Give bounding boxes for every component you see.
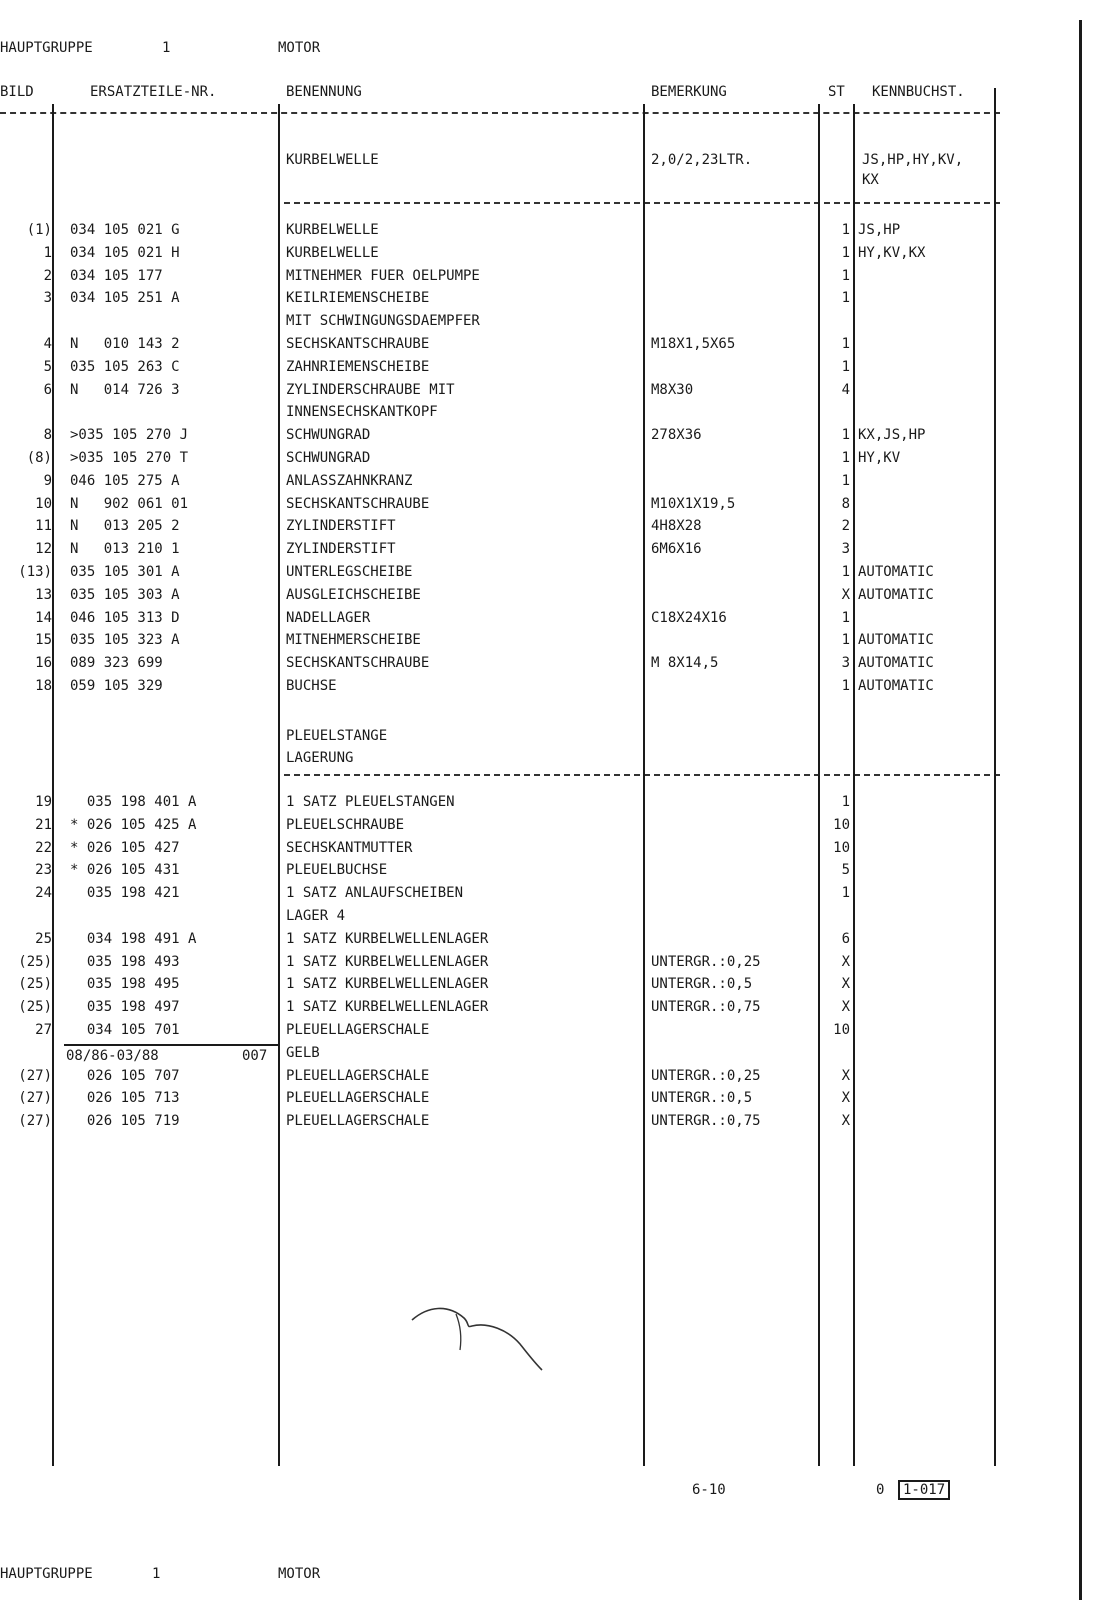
table-row xyxy=(0,427,1020,447)
row-remark: UNTERGR.:0,5 xyxy=(651,1090,753,1107)
row-part-number: 059 105 329 xyxy=(70,678,163,694)
row-remark: M 8X14,5 xyxy=(651,655,719,672)
row-bild: (27) xyxy=(18,1113,52,1130)
row-code: AUTOMATIC xyxy=(858,655,934,672)
row-bild: 21 xyxy=(35,816,52,833)
row-part-number: 035 105 263 C xyxy=(70,358,180,375)
table-row xyxy=(0,587,1020,607)
row-quantity: 1 xyxy=(841,885,850,902)
row-name: SCHWUNGRAD xyxy=(286,427,371,444)
row-bild: (25) xyxy=(18,999,52,1016)
row-bild: 19 xyxy=(35,794,52,810)
row-bild: 2 xyxy=(43,267,52,284)
handwritten-scribble xyxy=(408,1300,548,1380)
section-kb-line1: JS,HP,HY,KV, xyxy=(862,152,964,168)
row-bild: 10 xyxy=(35,495,52,512)
row-bild: 12 xyxy=(35,541,52,558)
row-quantity: 2 xyxy=(841,518,850,535)
row-quantity: X xyxy=(841,1113,850,1130)
row-bild: (13) xyxy=(18,564,52,580)
row-bild: 22 xyxy=(35,839,52,856)
row-name: LAGER 4 xyxy=(286,908,346,924)
row-code: AUTOMATIC xyxy=(858,564,934,580)
row-bild: 16 xyxy=(35,655,52,672)
row-name: SECHSKANTSCHRAUBE xyxy=(286,336,430,352)
row-bild: 8 xyxy=(43,427,52,444)
row-quantity: X xyxy=(841,976,850,993)
row-part-number: 034 105 021 H xyxy=(70,244,180,261)
row-quantity: 6 xyxy=(841,930,850,947)
footer-group-label: HAUPTGRUPPE xyxy=(0,1566,93,1582)
row-part-number: 034 105 251 A xyxy=(70,290,180,307)
row-part-number: 034 198 491 A xyxy=(70,930,197,947)
row-name: GELB xyxy=(286,1044,320,1061)
row-part-number: N 014 726 3 xyxy=(70,381,180,398)
col-header-st: ST xyxy=(828,84,845,100)
row-name: AUSGLEICHSCHEIBE xyxy=(286,586,421,603)
section-remark: 2,0/2,23LTR. xyxy=(651,152,753,168)
row-bild: 11 xyxy=(35,518,52,535)
row-quantity: 1 xyxy=(841,222,850,238)
row-name: PLEUELBUCHSE xyxy=(286,862,388,879)
header-group-label: HAUPTGRUPPE xyxy=(0,40,93,56)
row-part-number: 046 105 313 D xyxy=(70,609,180,626)
row-part-number: 035 105 303 A xyxy=(70,586,180,603)
gelb-code: 007 xyxy=(242,1048,268,1064)
row-remark: 4H8X28 xyxy=(651,518,702,535)
row-remark: UNTERGR.:0,5 xyxy=(651,976,753,993)
row-bild: 1 xyxy=(43,244,52,261)
row-bild: (27) xyxy=(18,1090,52,1107)
row-code: AUTOMATIC xyxy=(858,586,934,603)
row-quantity: 1 xyxy=(841,267,850,284)
row-name: SECHSKANTSCHRAUBE xyxy=(286,495,430,512)
table-row xyxy=(0,931,1020,951)
row-quantity: 1 xyxy=(841,472,850,489)
section-title-pleuelstange: PLEUELSTANGE xyxy=(286,728,388,744)
row-quantity: 1 xyxy=(841,609,850,626)
row-name: PLEUELLAGERSCHALE xyxy=(286,1113,430,1130)
row-name: MITNEHMERSCHEIBE xyxy=(286,632,421,649)
table-row xyxy=(0,1068,1020,1088)
header-group-number: 1 xyxy=(162,40,171,56)
row-bild: 25 xyxy=(35,930,52,947)
row-name: SECHSKANTMUTTER xyxy=(286,839,413,856)
table-row xyxy=(0,290,1020,310)
table-row xyxy=(0,541,1020,561)
row-remark: UNTERGR.:0,25 xyxy=(651,1067,761,1084)
row-bild: 23 xyxy=(35,862,52,879)
row-bild: 18 xyxy=(35,678,52,694)
table-row xyxy=(0,885,1020,905)
row-code: AUTOMATIC xyxy=(858,632,934,649)
table-row xyxy=(0,313,1020,333)
table-row xyxy=(0,1090,1020,1110)
row-part-number: * 026 105 431 xyxy=(70,862,180,879)
row-quantity: 10 xyxy=(833,1022,850,1038)
row-part-number: 026 105 719 xyxy=(70,1113,180,1130)
row-remark: 6M6X16 xyxy=(651,541,702,558)
table-row xyxy=(0,908,1020,928)
row-bild: 24 xyxy=(35,885,52,902)
row-bild: (8) xyxy=(26,450,52,466)
row-name: KEILRIEMENSCHEIBE xyxy=(286,290,430,307)
row-name: 1 SATZ KURBELWELLENLAGER xyxy=(286,976,489,993)
row-part-number: 035 198 497 xyxy=(70,999,180,1016)
row-name: KURBELWELLE xyxy=(286,222,379,238)
row-part-number: >035 105 270 J xyxy=(70,427,189,444)
table-row xyxy=(0,222,1020,242)
row-name: ZYLINDERSTIFT xyxy=(286,541,396,558)
row-bild: 4 xyxy=(43,336,52,352)
row-remark: M18X1,5X65 xyxy=(651,336,736,352)
table-row xyxy=(0,564,1020,584)
row-quantity: 8 xyxy=(841,495,850,512)
footer-group-number: 1 xyxy=(152,1566,161,1582)
row-remark: 278X36 xyxy=(651,427,702,444)
table-row xyxy=(0,518,1020,538)
table-row xyxy=(0,999,1020,1019)
gelb-note-rule xyxy=(64,1044,278,1046)
row-remark: UNTERGR.:0,25 xyxy=(651,953,761,970)
row-quantity: 1 xyxy=(841,427,850,444)
row-quantity: 1 xyxy=(841,244,850,261)
row-part-number: 034 105 177 xyxy=(70,267,163,284)
row-name: 1 SATZ KURBELWELLENLAGER xyxy=(286,999,489,1016)
row-quantity: 1 xyxy=(841,450,850,466)
gelb-date-range: 08/86-03/88 xyxy=(66,1048,159,1064)
row-name: BUCHSE xyxy=(286,678,337,694)
row-quantity: 1 xyxy=(841,290,850,307)
table-row xyxy=(0,678,1020,698)
row-remark: C18X24X16 xyxy=(651,609,727,626)
row-name: MITNEHMER FUER OELPUMPE xyxy=(286,267,480,284)
row-quantity: 1 xyxy=(841,794,850,810)
table-row xyxy=(0,268,1020,288)
row-remark: M8X30 xyxy=(651,381,694,398)
row-quantity: 4 xyxy=(841,381,850,398)
row-remark: UNTERGR.:0,75 xyxy=(651,999,761,1016)
page-edge-line xyxy=(1079,20,1082,1600)
row-quantity: X xyxy=(841,1067,850,1084)
row-name: PLEUELLAGERSCHALE xyxy=(286,1067,430,1084)
row-name: PLEUELSCHRAUBE xyxy=(286,816,405,833)
row-quantity: X xyxy=(841,586,850,603)
row-part-number: 035 198 495 xyxy=(70,976,180,993)
row-name: NADELLAGER xyxy=(286,609,371,626)
row-part-number: N 013 210 1 xyxy=(70,541,180,558)
row-name: SECHSKANTSCHRAUBE xyxy=(286,655,430,672)
row-part-number: 026 105 707 xyxy=(70,1067,180,1084)
row-part-number: 026 105 713 xyxy=(70,1090,180,1107)
row-part-number: 035 198 493 xyxy=(70,953,180,970)
footer-group-name: MOTOR xyxy=(278,1566,321,1582)
table-row xyxy=(0,794,1020,814)
row-bild: 9 xyxy=(43,472,52,489)
row-name: INNENSECHSKANTKOPF xyxy=(286,404,438,421)
row-bild: 6 xyxy=(43,381,52,398)
row-part-number: >035 105 270 T xyxy=(70,450,189,466)
table-row xyxy=(0,336,1020,356)
table-row xyxy=(0,1022,1020,1042)
row-part-number: 035 105 323 A xyxy=(70,632,180,649)
row-code: KX,JS,HP xyxy=(858,427,926,444)
row-name: 1 SATZ KURBELWELLENLAGER xyxy=(286,930,489,947)
row-code: AUTOMATIC xyxy=(858,678,934,694)
col-header-kb: KENNBUCHST. xyxy=(872,84,965,100)
row-name: 1 SATZ KURBELWELLENLAGER xyxy=(286,953,489,970)
table-row xyxy=(0,404,1020,424)
row-part-number: 035 198 421 xyxy=(70,885,180,902)
table-row xyxy=(0,496,1020,516)
section-separator-2 xyxy=(284,774,1000,778)
table-row xyxy=(0,862,1020,882)
row-quantity: 3 xyxy=(841,655,850,672)
row-bild: (25) xyxy=(18,953,52,970)
row-name: ZAHNRIEMENSCHEIBE xyxy=(286,358,430,375)
row-name: 1 SATZ ANLAUFSCHEIBEN xyxy=(286,885,464,902)
row-bild: 13 xyxy=(35,586,52,603)
table-row xyxy=(0,840,1020,860)
table-row xyxy=(0,473,1020,493)
table-row xyxy=(0,817,1020,837)
row-code: HY,KV xyxy=(858,450,901,466)
row-remark: UNTERGR.:0,75 xyxy=(651,1113,761,1130)
row-code: HY,KV,KX xyxy=(858,244,926,261)
row-quantity: 1 xyxy=(841,678,850,694)
row-quantity: 10 xyxy=(833,839,850,856)
footer-zero: 0 xyxy=(876,1482,885,1498)
row-part-number: N 010 143 2 xyxy=(70,336,180,352)
row-quantity: 3 xyxy=(841,541,850,558)
row-part-number: N 902 061 01 xyxy=(70,495,189,512)
row-bild: 3 xyxy=(43,290,52,307)
row-part-number: 034 105 701 xyxy=(70,1022,180,1038)
table-row xyxy=(0,245,1020,265)
row-part-number: N 013 205 2 xyxy=(70,518,180,535)
row-remark: M10X1X19,5 xyxy=(651,495,736,512)
col-header-remark: BEMERKUNG xyxy=(651,84,727,100)
row-quantity: 5 xyxy=(841,862,850,879)
row-name: MIT SCHWINGUNGSDAEMPFER xyxy=(286,313,480,330)
row-quantity: 10 xyxy=(833,816,850,833)
row-quantity: 1 xyxy=(841,632,850,649)
row-part-number: 034 105 021 G xyxy=(70,222,180,238)
header-separator xyxy=(0,112,1000,116)
row-quantity: 1 xyxy=(841,358,850,375)
row-name: PLEUELLAGERSCHALE xyxy=(286,1022,430,1038)
row-name: ZYLINDERSCHRAUBE MIT xyxy=(286,381,455,398)
section-title-lagerung: LAGERUNG xyxy=(286,750,354,766)
col-header-name: BENENNUNG xyxy=(286,84,362,100)
row-part-number: * 026 105 425 A xyxy=(70,816,197,833)
header-group-name: MOTOR xyxy=(278,40,321,56)
col-header-nr: ERSATZTEILE-NR. xyxy=(90,84,217,100)
row-bild: (25) xyxy=(18,976,52,993)
row-quantity: 1 xyxy=(841,336,850,352)
row-name: 1 SATZ PLEUELSTANGEN xyxy=(286,794,455,810)
row-name: ANLASSZAHNKRANZ xyxy=(286,472,413,489)
row-bild: (27) xyxy=(18,1067,52,1084)
row-quantity: X xyxy=(841,953,850,970)
row-bild: 15 xyxy=(35,632,52,649)
table-row xyxy=(0,954,1020,974)
row-part-number: 035 198 401 A xyxy=(70,794,197,810)
col-header-bild: BILD xyxy=(0,84,34,100)
row-part-number: 089 323 699 xyxy=(70,655,163,672)
row-quantity: X xyxy=(841,999,850,1016)
row-quantity: X xyxy=(841,1090,850,1107)
row-name: UNTERLEGSCHEIBE xyxy=(286,564,413,580)
section-separator-1 xyxy=(284,202,1000,206)
row-name: ZYLINDERSTIFT xyxy=(286,518,396,535)
table-row xyxy=(0,450,1020,470)
row-name: PLEUELLAGERSCHALE xyxy=(286,1090,430,1107)
table-row xyxy=(0,976,1020,996)
table-row xyxy=(0,359,1020,379)
row-bild: 5 xyxy=(43,358,52,375)
table-row xyxy=(0,632,1020,652)
row-name: SCHWUNGRAD xyxy=(286,450,371,466)
row-quantity: 1 xyxy=(841,564,850,580)
row-part-number: 035 105 301 A xyxy=(70,564,180,580)
row-bild: 14 xyxy=(35,609,52,626)
table-row xyxy=(0,1113,1020,1133)
table-row xyxy=(0,655,1020,675)
row-name: KURBELWELLE xyxy=(286,244,379,261)
table-row xyxy=(0,610,1020,630)
row-part-number: * 026 105 427 xyxy=(70,839,180,856)
footer-reference-box: 1-017 xyxy=(898,1480,950,1500)
table-row xyxy=(0,382,1020,402)
section-kb-line2: KX xyxy=(862,172,879,188)
footer-page-number: 6-10 xyxy=(692,1482,726,1498)
row-part-number: 046 105 275 A xyxy=(70,472,180,489)
section-title-kurbelwelle: KURBELWELLE xyxy=(286,152,379,168)
row-bild: (1) xyxy=(26,222,52,238)
row-bild: 27 xyxy=(35,1022,52,1038)
row-code: JS,HP xyxy=(858,222,901,238)
